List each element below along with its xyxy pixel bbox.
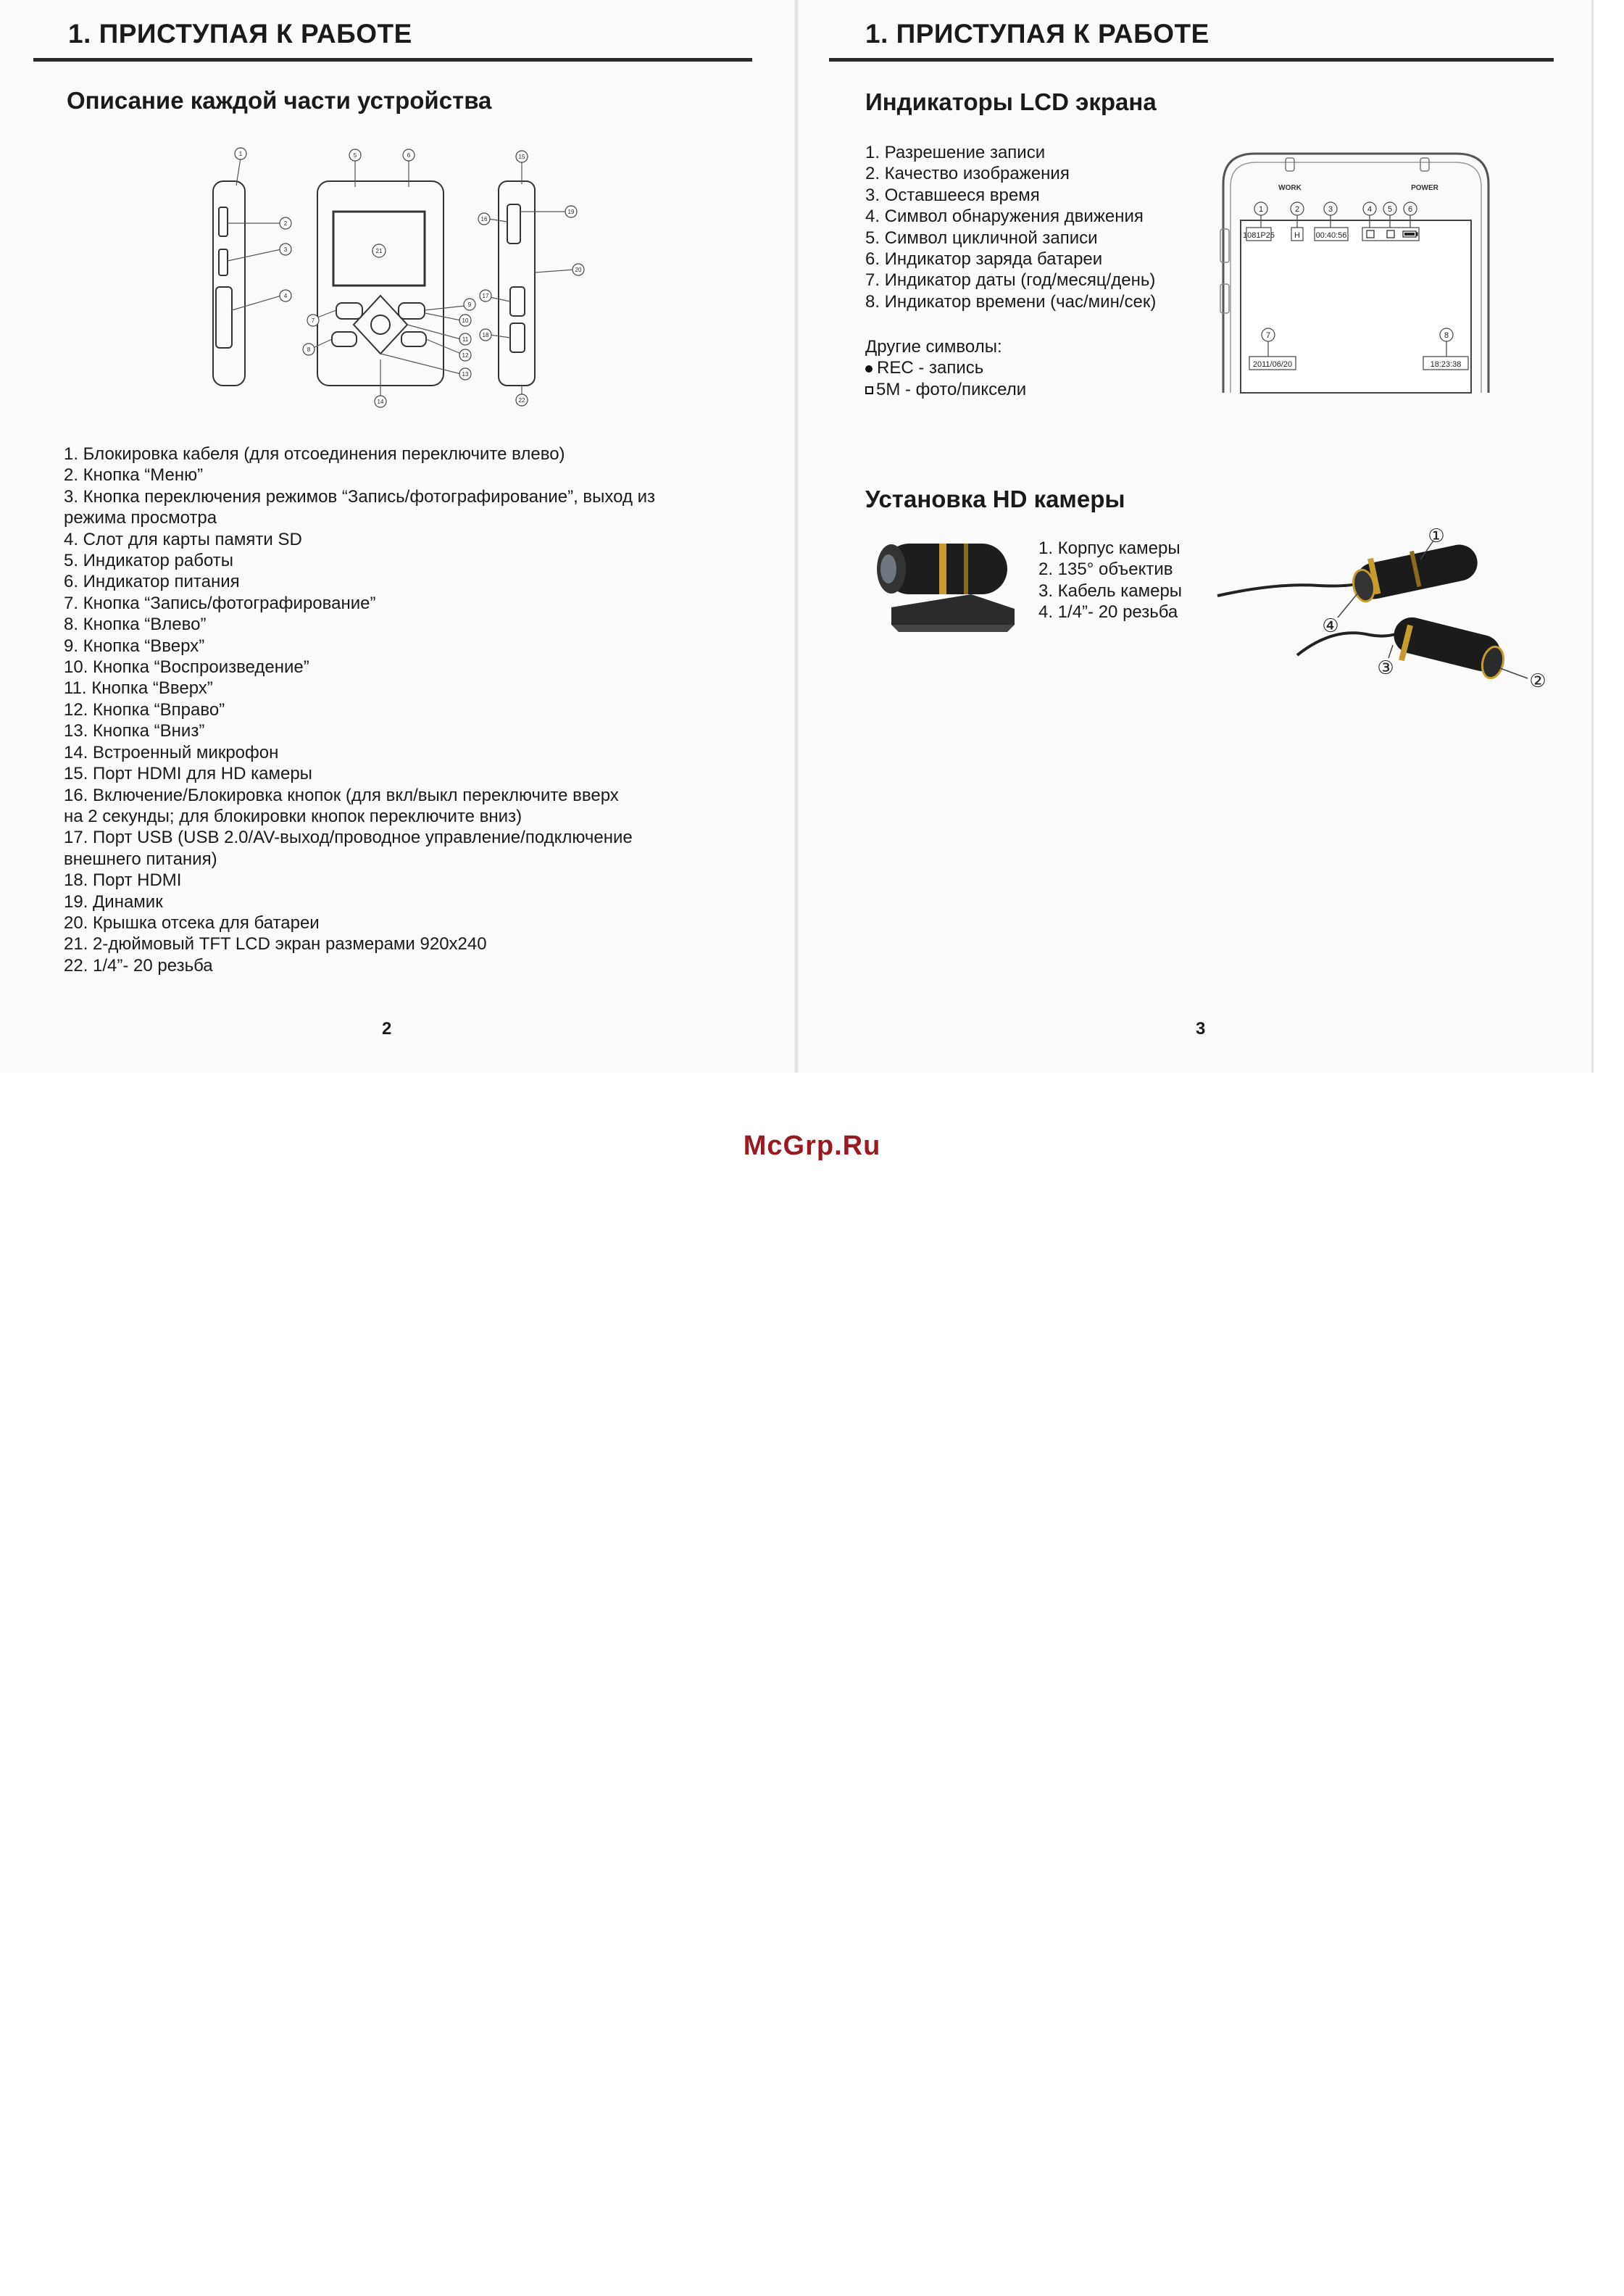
parts-list-item: 13. Кнопка “Вниз”	[64, 721, 205, 741]
work-label: WORK	[1278, 184, 1302, 192]
parts-list-item: 19. Динамик	[64, 891, 163, 912]
lcd-list-item: 4. Символ обнаружения движения	[865, 207, 1144, 227]
callout-11: 11	[462, 336, 469, 343]
parts-list-item: 12. Кнопка “Вправо”	[64, 699, 225, 720]
parts-list-item: 15. Порт HDMI для HD камеры	[64, 764, 312, 784]
lcd-callout-3: 3	[1328, 205, 1333, 214]
lcd-callout-4: 4	[1367, 205, 1373, 214]
lcd-list-item: 3. Оставшееся время	[865, 185, 1040, 205]
parts-list-item: 3. Кнопка переключения режимов “Запись/фотографирование”, выход из	[64, 486, 656, 507]
parts-list-item: 1. Блокировка кабеля (для отсоединения переключите влево)	[64, 444, 565, 464]
callout-1: 1	[238, 151, 243, 157]
watermark-text: McGrp.Ru	[743, 1131, 881, 1161]
lcd-list-item: 2. Качество изображения	[865, 164, 1070, 184]
camera-callout-2: ②	[1529, 670, 1546, 692]
callout-13: 13	[462, 371, 469, 378]
callout-8: 8	[307, 346, 311, 353]
device-parts-diagram	[203, 142, 594, 410]
parts-list-item: на 2 секунды; для блокировки кнопок переключите вниз)	[64, 806, 522, 826]
camera-callout-3: ③	[1377, 657, 1394, 679]
parts-list-item: 10. Кнопка “Воспроизведение”	[64, 657, 309, 678]
lcd-clock-value: 18:23:38	[1430, 360, 1462, 369]
camera-callout-1: ①	[1428, 525, 1445, 547]
parts-list-item: 18. Порт HDMI	[64, 870, 182, 891]
page-number-left: 2	[382, 1019, 392, 1039]
lcd-time-left-value: 00:40:56	[1315, 231, 1347, 240]
symbol-rec-label: REC - запись	[877, 358, 984, 378]
lcd-callout-5: 5	[1387, 205, 1393, 214]
callout-2: 2	[283, 220, 288, 227]
parts-list-item: 16. Включение/Блокировка кнопок (для вкл/выкл переключите вверх	[64, 785, 619, 805]
camera-list-item: 2. 135° объектив	[1038, 560, 1173, 580]
other-symbols-title: Другие символы:	[865, 337, 1002, 357]
dpad-outline	[354, 296, 407, 354]
parts-list-item: 14. Встроенный микрофон	[64, 742, 279, 762]
lcd-screen-figure	[1213, 142, 1499, 396]
right-chapter-title: 1. ПРИСТУПАЯ К РАБОТЕ	[865, 19, 1209, 49]
device-side-left	[213, 181, 245, 386]
parts-list-item: 2. Кнопка “Меню”	[64, 465, 204, 486]
symbol-rec	[865, 357, 1026, 378]
camera-list-item: 3. Кабель камеры	[1038, 581, 1183, 601]
hd-camera-title: Установка HD камеры	[865, 486, 1125, 512]
parts-list-item: режима просмотра	[64, 508, 217, 528]
callout-19: 19	[567, 209, 575, 215]
symbol-photo-label: 5M - фото/пиксели	[876, 379, 1027, 399]
photo-square-icon	[865, 386, 873, 394]
callout-6: 6	[407, 152, 411, 159]
parts-list-item: 4. Слот для карты памяти SD	[64, 529, 302, 549]
left-page	[0, 0, 797, 1073]
record-dot-icon	[865, 365, 873, 373]
parts-list-item: внешнего питания)	[64, 849, 217, 869]
lcd-list-item: 8. Индикатор времени (час/мин/сек)	[865, 291, 1157, 312]
callout-3: 3	[283, 246, 288, 253]
callout-7: 7	[311, 317, 315, 324]
callout-20: 20	[575, 267, 582, 273]
parts-list-item: 6. Индикатор питания	[64, 572, 240, 592]
lcd-callout-1: 1	[1258, 205, 1264, 214]
callout-4: 4	[283, 293, 288, 299]
lcd-indicators-list	[865, 142, 1156, 312]
camera-list-item: 1. Корпус камеры	[1038, 538, 1180, 558]
device-parts-title: Описание каждой части устройства	[67, 87, 492, 114]
lcd-resolution-value: 1081P25	[1242, 231, 1275, 240]
camera-callout-4: ④	[1322, 615, 1339, 637]
callout-16: 16	[480, 216, 488, 222]
device-parts-list	[64, 444, 655, 976]
parts-list-item: 20. Крышка отсека для батареи	[64, 912, 320, 933]
parts-list-item: 5. Индикатор работы	[64, 551, 234, 571]
lcd-callout-7: 7	[1265, 331, 1271, 340]
lcd-list-item: 5. Символ цикличной записи	[865, 228, 1098, 248]
parts-list-item: 8. Кнопка “Влево”	[64, 615, 207, 635]
page-edge	[1591, 0, 1594, 1073]
symbol-photo	[865, 379, 1026, 400]
parts-list-item: 22. 1/4”- 20 резьба	[64, 955, 213, 976]
lcd-callout-8: 8	[1444, 331, 1449, 340]
lcd-list-item: 7. Индикатор даты (год/месяц/день)	[865, 270, 1156, 291]
lcd-callout-6: 6	[1407, 205, 1413, 214]
page-number-right: 3	[1196, 1019, 1206, 1039]
lcd-date-value: 2011/06/20	[1252, 360, 1293, 369]
callout-21: 21	[375, 248, 383, 254]
lcd-indicators-title: Индикаторы LCD экрана	[865, 88, 1157, 115]
other-symbols	[865, 336, 1026, 400]
callout-9: 9	[467, 301, 472, 308]
power-label: POWER	[1411, 184, 1438, 192]
lcd-list-item: 6. Индикатор заряда батареи	[865, 249, 1103, 270]
hd-camera-photo	[862, 529, 1029, 638]
lcd-quality-value: H	[1294, 231, 1300, 240]
manual-spread	[0, 0, 1594, 1073]
hd-camera-list	[1038, 538, 1182, 623]
parts-list-item: 17. Порт USB (USB 2.0/AV-выход/проводное управление/подключение	[64, 828, 633, 848]
camera-list-item: 4. 1/4”- 20 резьба	[1038, 602, 1178, 623]
lcd-list-item: 1. Разрешение записи	[865, 143, 1046, 162]
parts-list-item: 21. 2-дюймовый TFT LCD экран размерами 920x240	[64, 934, 487, 954]
callout-12: 12	[462, 352, 469, 359]
hd-camera-diagram	[1203, 525, 1580, 699]
parts-list-item: 9. Кнопка “Вверх”	[64, 636, 205, 656]
callout-5: 5	[353, 152, 357, 159]
callout-15: 15	[518, 154, 525, 160]
right-page	[797, 0, 1594, 1073]
lcd-callout-2: 2	[1294, 205, 1300, 214]
right-header-rule	[829, 58, 1554, 62]
callout-22: 22	[518, 397, 525, 404]
parts-list-item: 11. Кнопка “Вверх”	[64, 678, 213, 699]
left-header-rule	[33, 58, 752, 62]
callout-10: 10	[462, 317, 469, 324]
parts-list-item: 7. Кнопка “Запись/фотографирование”	[64, 593, 376, 613]
left-chapter-title: 1. ПРИСТУПАЯ К РАБОТЕ	[68, 19, 412, 49]
callout-14: 14	[377, 399, 384, 405]
callout-18: 18	[482, 332, 489, 338]
callout-17: 17	[482, 293, 489, 299]
